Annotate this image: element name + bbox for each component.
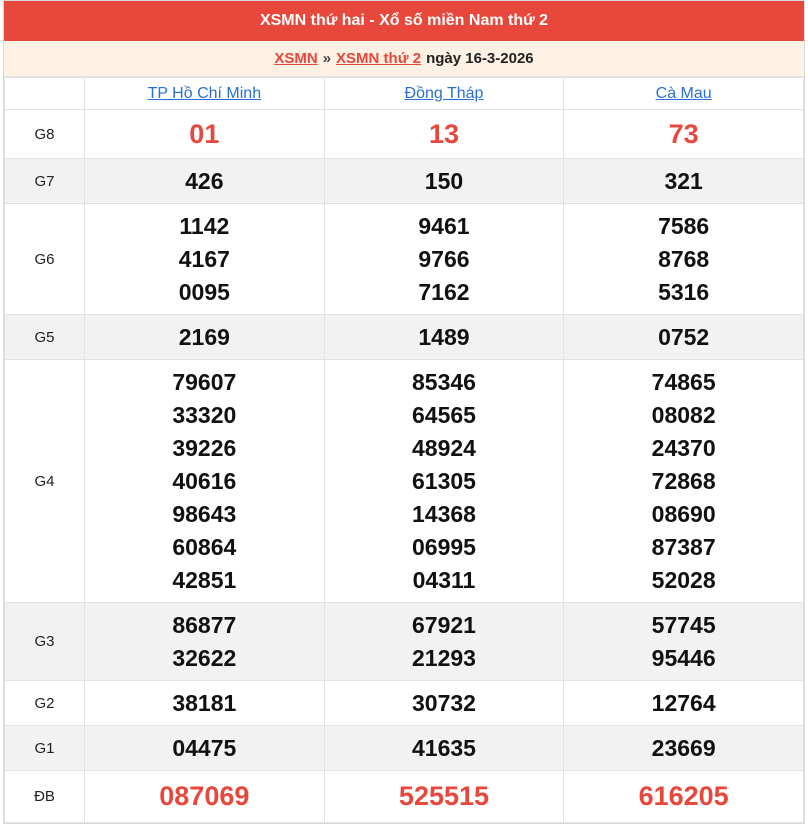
prize-cell bbox=[324, 681, 564, 726]
prize-number: 57745 bbox=[651, 611, 716, 638]
prize-number: 525515 bbox=[398, 781, 490, 811]
prize-number: 74865 bbox=[651, 368, 716, 395]
results-table bbox=[4, 77, 804, 823]
prize-cell bbox=[324, 110, 564, 159]
prize-row-g4 bbox=[5, 360, 804, 603]
prize-label: G4 bbox=[5, 360, 85, 603]
prize-number: 42851 bbox=[172, 566, 237, 593]
prize-number: 2169 bbox=[178, 323, 230, 350]
prize-number: 7162 bbox=[418, 278, 470, 305]
prize-number: 30732 bbox=[412, 689, 476, 716]
prize-number: 8768 bbox=[658, 245, 710, 272]
prize-number: 41635 bbox=[412, 734, 476, 761]
prize-number: 39226 bbox=[172, 434, 237, 461]
prize-cell bbox=[85, 681, 325, 726]
prize-number: 64565 bbox=[412, 401, 476, 428]
prize-number: 85346 bbox=[412, 368, 476, 395]
prize-number: 60864 bbox=[172, 533, 237, 560]
prize-number: 04311 bbox=[412, 566, 476, 593]
prize-number: 79607 bbox=[172, 368, 237, 395]
prize-number: 1142 bbox=[179, 212, 230, 239]
prize-number: 98643 bbox=[172, 500, 237, 527]
prize-number: 48924 bbox=[412, 434, 476, 461]
prize-cell bbox=[564, 204, 804, 315]
draw-date: ngày 16-3-2026 bbox=[426, 50, 534, 67]
prize-cell bbox=[85, 603, 325, 681]
prize-number: 9766 bbox=[418, 245, 470, 272]
panel-title: XSMN thứ hai - Xổ số miền Nam thứ 2 bbox=[4, 1, 804, 41]
prize-number: 9461 bbox=[418, 212, 470, 239]
prize-label: ĐB bbox=[5, 771, 85, 823]
prize-number: 1489 bbox=[418, 323, 470, 350]
prize-cell bbox=[324, 159, 564, 204]
province-cell bbox=[564, 78, 804, 110]
prize-number: 21293 bbox=[412, 644, 476, 671]
province-header-row bbox=[5, 78, 804, 110]
prize-cell bbox=[85, 726, 325, 771]
prize-label: G6 bbox=[5, 204, 85, 315]
prize-number: 13 bbox=[428, 118, 459, 149]
prize-number: 321 bbox=[664, 167, 703, 194]
prize-label: G8 bbox=[5, 110, 85, 159]
province-link-dong-thap[interactable]: Đồng Tháp bbox=[404, 84, 484, 102]
prize-number: 72868 bbox=[651, 467, 716, 494]
province-link-ca-mau[interactable]: Cà Mau bbox=[655, 84, 712, 102]
prize-cell bbox=[85, 360, 325, 603]
breadcrumb-separator: » bbox=[322, 50, 332, 67]
prize-number: 67921 bbox=[412, 611, 476, 638]
prize-cell bbox=[324, 726, 564, 771]
breadcrumb-link-xsmn[interactable]: XSMN bbox=[274, 50, 318, 67]
prize-number: 52028 bbox=[651, 566, 716, 593]
province-link-tp-ho-chi-minh[interactable]: TP Hồ Chí Minh bbox=[147, 84, 262, 102]
prize-cell bbox=[85, 110, 325, 159]
prize-number: 87387 bbox=[651, 533, 716, 560]
results-panel bbox=[3, 0, 805, 824]
prize-number: 04475 bbox=[172, 734, 237, 761]
prize-cell bbox=[85, 159, 325, 204]
prize-number: 06995 bbox=[412, 533, 476, 560]
prize-number: 087069 bbox=[159, 781, 250, 811]
prize-number: 40616 bbox=[172, 467, 237, 494]
prize-cell bbox=[324, 603, 564, 681]
prize-number: 5316 bbox=[658, 278, 710, 305]
prize-row-g3 bbox=[5, 603, 804, 681]
empty-corner-cell bbox=[5, 78, 85, 110]
prize-row-g1 bbox=[5, 726, 804, 771]
prize-number: 32622 bbox=[172, 644, 237, 671]
prize-number: 86877 bbox=[172, 611, 237, 638]
prize-row-g7 bbox=[5, 159, 804, 204]
prize-cell bbox=[564, 159, 804, 204]
prize-cell bbox=[564, 360, 804, 603]
prize-number: 23669 bbox=[651, 734, 716, 761]
prize-cell bbox=[85, 315, 325, 360]
prize-row-g5 bbox=[5, 315, 804, 360]
prize-number: 08690 bbox=[651, 500, 716, 527]
prize-label: G5 bbox=[5, 315, 85, 360]
prize-number: 0095 bbox=[178, 278, 230, 305]
prize-number: 24370 bbox=[651, 434, 716, 461]
breadcrumb-link-xsmn-thu-2[interactable]: XSMN thứ 2 bbox=[336, 50, 422, 67]
prize-cell bbox=[564, 603, 804, 681]
prize-label: G7 bbox=[5, 159, 85, 204]
prize-cell bbox=[564, 681, 804, 726]
prize-row-g8 bbox=[5, 110, 804, 159]
prize-row-g2 bbox=[5, 681, 804, 726]
prize-row-g6 bbox=[5, 204, 804, 315]
prize-cell bbox=[564, 315, 804, 360]
prize-number: 426 bbox=[185, 167, 224, 194]
prize-cell bbox=[324, 204, 564, 315]
prize-label: G2 bbox=[5, 681, 85, 726]
prize-number: 4167 bbox=[178, 245, 230, 272]
breadcrumb bbox=[4, 41, 804, 77]
prize-number: 12764 bbox=[651, 689, 716, 716]
prize-label: G1 bbox=[5, 726, 85, 771]
prize-number: 95446 bbox=[651, 644, 716, 671]
prize-number: 08082 bbox=[651, 401, 716, 428]
prize-number: 01 bbox=[189, 118, 220, 149]
province-cell bbox=[324, 78, 564, 110]
prize-cell bbox=[324, 360, 564, 603]
prize-label: G3 bbox=[5, 603, 85, 681]
prize-number: 150 bbox=[424, 167, 464, 194]
prize-cell bbox=[564, 110, 804, 159]
prize-number: 14368 bbox=[412, 500, 476, 527]
prize-number: 7586 bbox=[658, 212, 710, 239]
prize-cell bbox=[564, 726, 804, 771]
prize-number: 73 bbox=[668, 118, 699, 149]
prize-number: 616205 bbox=[638, 781, 729, 811]
prize-number: 38181 bbox=[172, 689, 237, 716]
prize-number: 61305 bbox=[412, 467, 476, 494]
prize-number: 0752 bbox=[658, 323, 710, 350]
prize-cell bbox=[85, 204, 325, 315]
prize-cell bbox=[324, 315, 564, 360]
province-cell bbox=[85, 78, 325, 110]
prize-number: 33320 bbox=[172, 401, 237, 428]
